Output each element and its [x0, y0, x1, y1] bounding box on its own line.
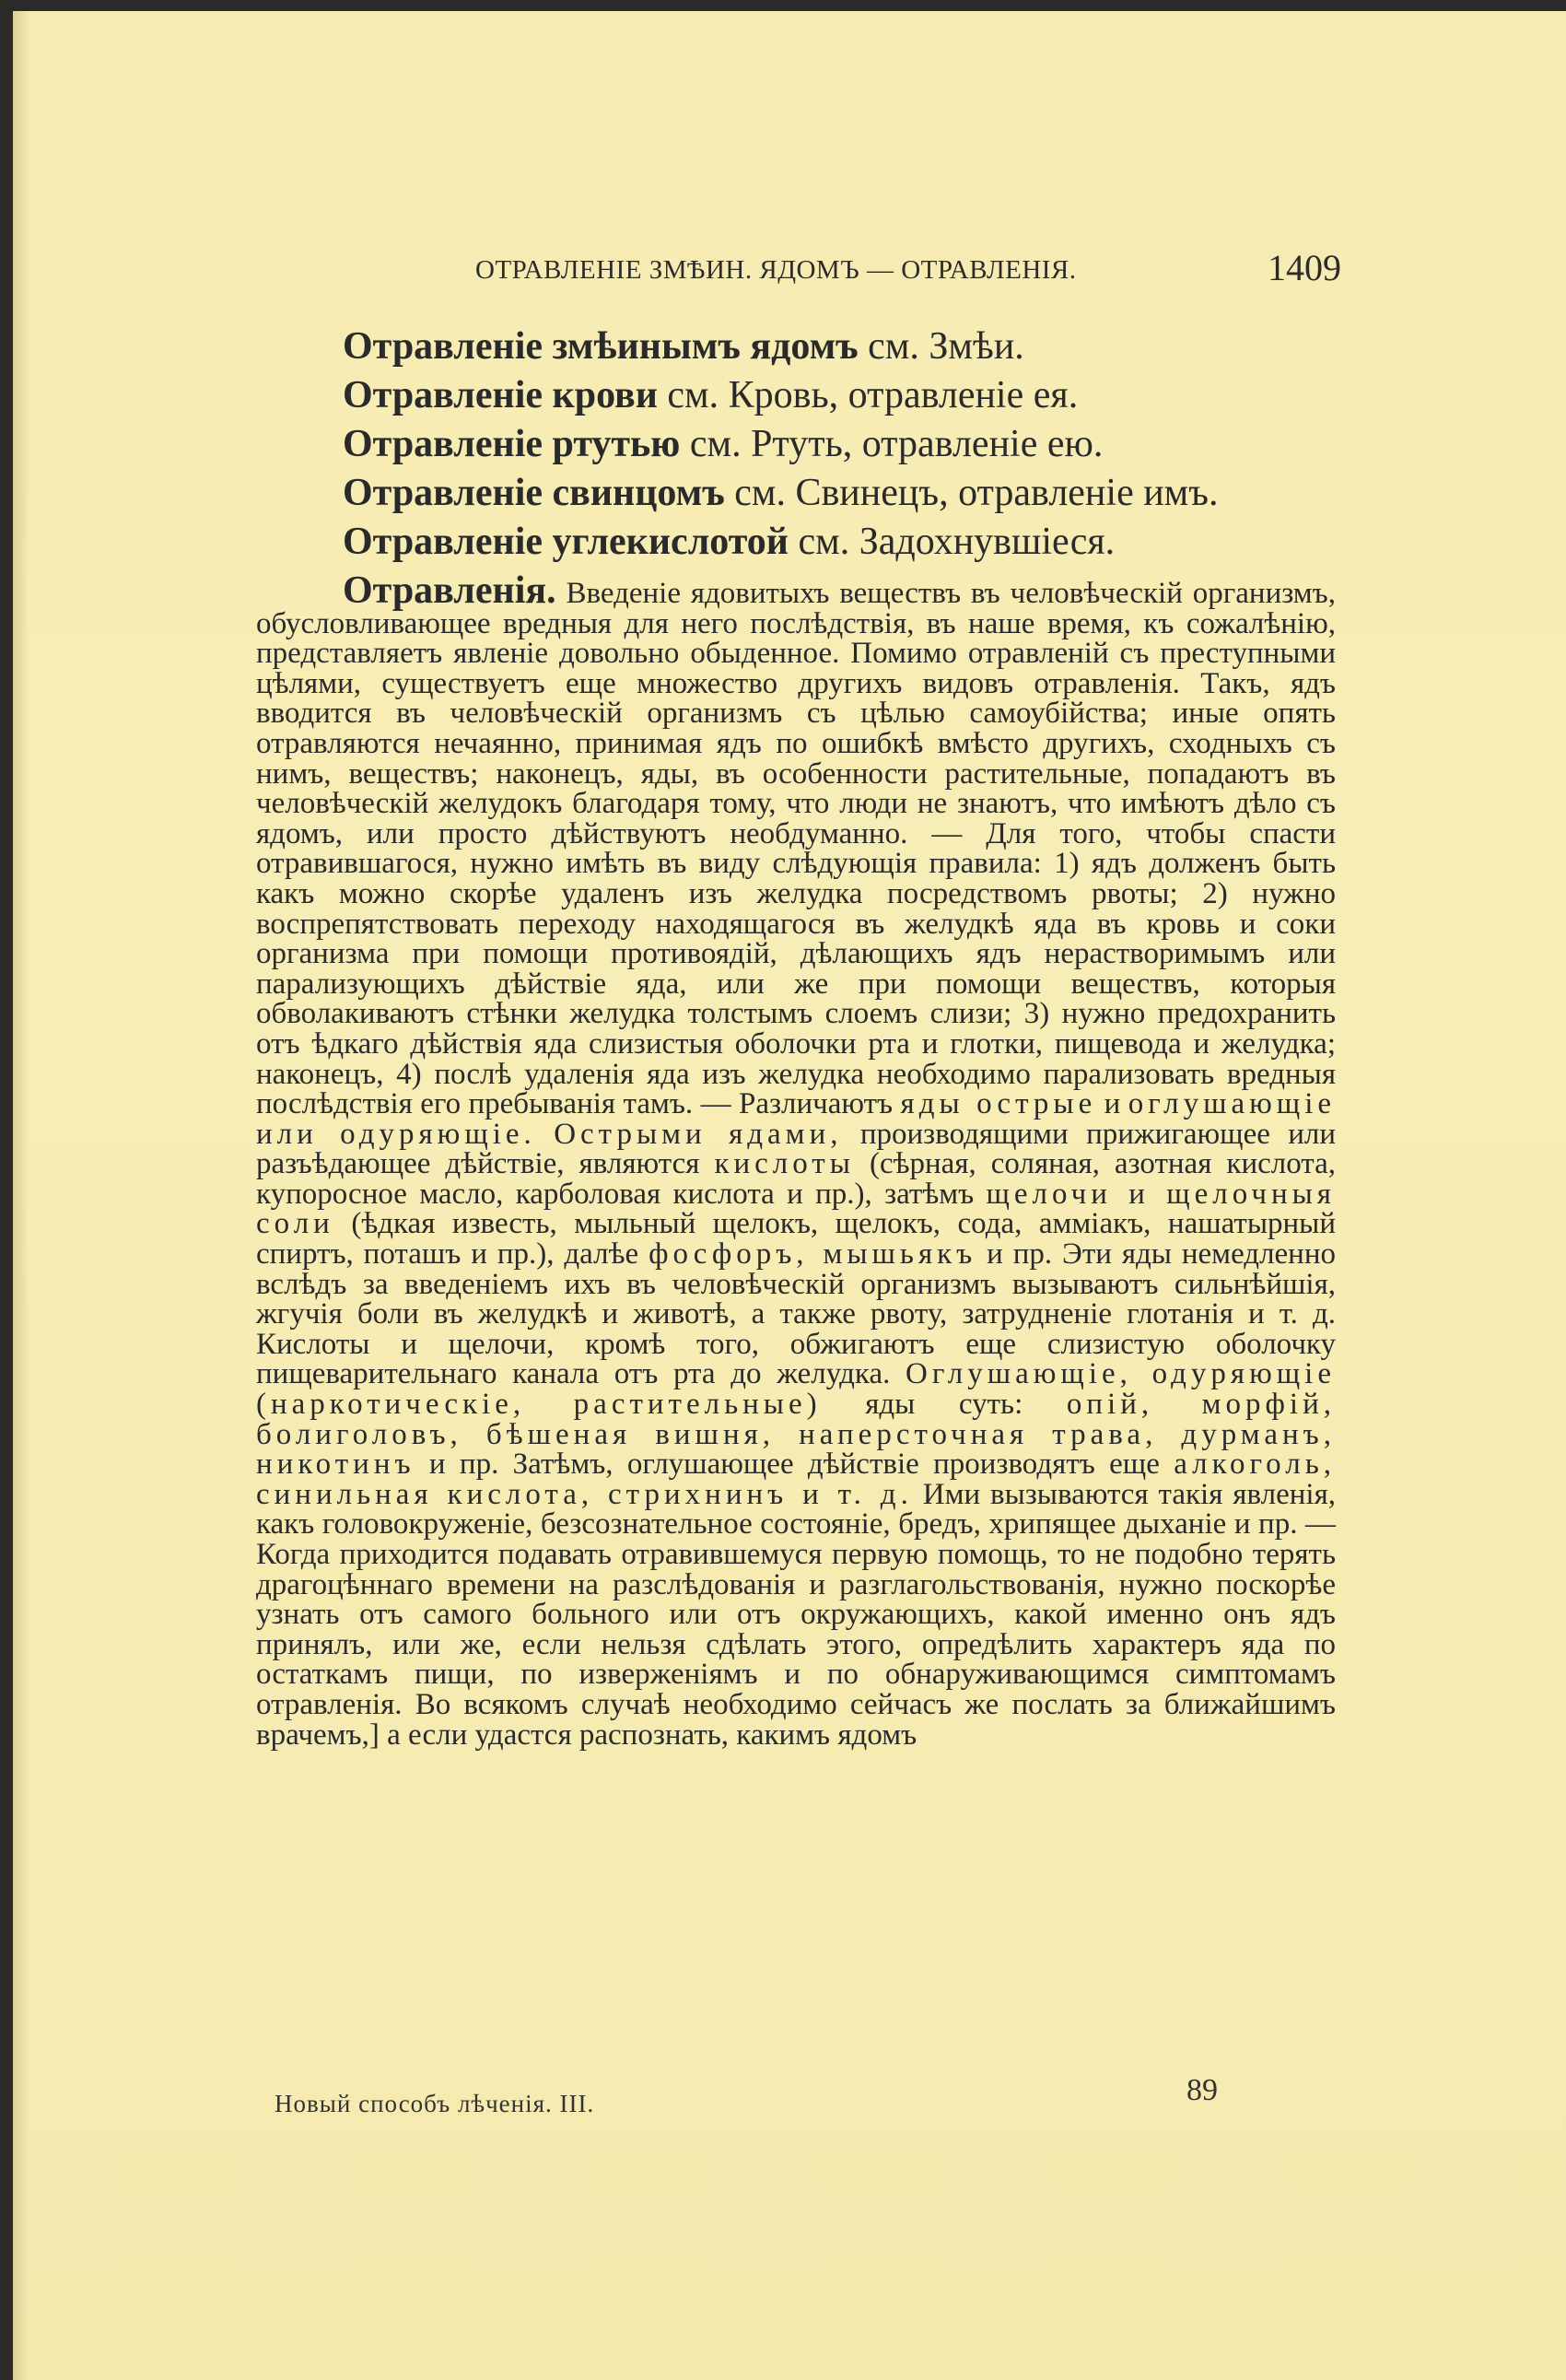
footer-book-title: Новый способъ лѣченія. III.: [275, 2090, 595, 2117]
entry-term: Отравленіе крови: [343, 374, 658, 416]
entry-mercury: [343, 420, 1336, 469]
emphasis-text: щелочи и щелочныя соли: [256, 1177, 1336, 1241]
emphasis-text: Оглушающіе, одуряющіе (наркотическіе, растительные): [256, 1357, 1336, 1422]
article-text: (ѣдкая известь, мыльный щелокъ, щелокъ, сода, амміакъ, нашатырный спиртъ, поташъ и пр.), далѣе: [256, 1207, 1337, 1272]
footer-signature: 89: [1186, 2073, 1218, 2107]
entry-ref: см. Задохнувшіеся.: [798, 521, 1116, 563]
entry-lead: [343, 469, 1336, 518]
entry-term: Отравленіе змѣинымъ ядомъ: [343, 325, 859, 368]
article-text: яды суть:: [865, 1388, 1023, 1422]
article-text: Ими вызываются такія явленія, какъ головокруженіе, безсознательное состояніе, бредъ, хрипящее дыханіе и пр. — Когда приходится подавать отравившемуся первую помощь, то не подобно терять драгоцѣннаго времени на разслѣдованія и разглагольствованія, нужно поскорѣе узнать отъ самого больного или отъ окружающихъ, какой именно онъ ядъ принялъ, или же, если нельзя сдѣлать этого, опредѣлить характеръ яда по остаткамъ пищи, по изверженіямъ и по обнаруживающимся симптомамъ отравленія. Во всякомъ случаѣ необходимо сейчасъ же послать за ближайшимъ врачемъ,] а если удастся распознать, какимъ ядомъ: [256, 1477, 1336, 1752]
article-heading: Отравленія.: [343, 569, 556, 612]
entry-blood: [343, 371, 1336, 420]
article-poisonings: [256, 569, 1337, 1752]
article-text: Введеніе ядовитыхъ веществъ въ человѣческій организмъ, обусловливающее вредныя для него послѣдствія, въ наше время, къ сожалѣнію, представляетъ явленіе довольно обыденное. Помимо отравленій съ преступными цѣлями, существуетъ еще множество другихъ видовъ отравленія. Такъ, ядъ вводится въ человѣческій организмъ съ цѣлью самоубійства; иные опять отравляются нечаянно, принимая ядъ по ошибкѣ вмѣсто другихъ, сходныхъ съ нимъ, веществъ; наконецъ, яды, въ особенности растительные, попадаютъ въ человѣческій желудокъ благодаря тому, что люди не знаютъ, что имѣютъ дѣло съ ядомъ, или просто дѣйствуютъ необдуманно. — Для того, чтобы спасти отравившагося, нужно имѣть въ виду слѣдующія правила: 1) ядъ долженъ быть какъ можно скорѣе удаленъ изъ желудка посредствомъ рвоты; 2) нужно воспрепятствовать переходу находящагося въ желудкѣ яда въ кровь и соки организма при помощи противоядій, дѣлающихъ ядъ нерастворимымъ или парализующихъ дѣйствіе яда, или же при помощи веществъ, которыя обволакиваютъ стѣнки желудка толстымъ слоемъ слизи; 3) нужно предохранить отъ ѣдкаго дѣйствія яда слизистыя оболочки рта и глотки, пищевода и желудка; наконецъ, 4) послѣ удаленія яда изъ желудка необходимо парализовать вредныя послѣдствія его пребыванія тамъ. — Различаютъ: [256, 577, 1336, 1121]
entry-snake-venom: [343, 322, 1336, 371]
emphasis-text: Острыми ядами,: [554, 1117, 843, 1151]
entry-carbonic-acid: [343, 518, 1336, 567]
emphasis-text: яды острые: [900, 1087, 1097, 1121]
page-number: 1409: [1268, 247, 1341, 288]
page-body: [256, 322, 1336, 1780]
emphasis-text: оглушающіе или одуряющіе.: [256, 1087, 1337, 1151]
entry-term: Отравленіе ртутью: [343, 423, 681, 465]
entry-term: Отравленіе свинцомъ: [343, 472, 725, 514]
article-text: производящими прижигающее или разъѣдающее дѣйствіе, являются: [256, 1117, 1337, 1181]
entry-ref: см. Свинецъ, отравленіе имъ.: [734, 472, 1219, 514]
entry-ref: см. Змѣи.: [868, 325, 1024, 368]
running-head: [475, 246, 1341, 292]
emphasis-text: кислоты: [714, 1147, 855, 1181]
book-page: [13, 11, 1566, 2380]
emphasis-text: алкоголь, синильная кислота, стрихнинъ и т. д.: [256, 1448, 1337, 1511]
emphasis-text: фосфоръ, мышьякъ: [649, 1237, 977, 1272]
entry-ref: см. Кровь, отравленіе ея.: [667, 374, 1079, 416]
article-text: (сѣрная, соляная, азотная кислота, купоросное масло, карболовая кислота и пр.), затѣмъ: [256, 1147, 1336, 1211]
article-text: и пр. Эти яды немедленно вслѣдъ за введеніемъ ихъ въ человѣческій организмъ вызываютъ сильнѣйшія, жгучія боли въ желудкѣ и животѣ, а также рвоту, затрудненіе глотанія и т. д. Кислоты и щелочи, кромѣ того, обжигаютъ еще слизистую оболочку пищеварительнаго канала отъ рта до желудка.: [256, 1237, 1337, 1391]
article-text: и пр. Затѣмъ, оглушающее дѣйствіе производятъ еще: [428, 1448, 1160, 1482]
entry-ref: см. Ртуть, отравленіе ею.: [689, 423, 1104, 465]
article-text: и: [1104, 1087, 1121, 1121]
emphasis-text: опій, морфій, болиголовъ, бѣшеная вишня, наперсточная трава, дурманъ, никотинъ: [256, 1388, 1337, 1482]
running-title: ОТРАВЛЕНІЕ ЗМѢИН. ЯДОМЪ — ОТРАВЛЕНІЯ.: [475, 255, 1077, 285]
entry-term: Отравленіе углекислотой: [343, 521, 789, 563]
